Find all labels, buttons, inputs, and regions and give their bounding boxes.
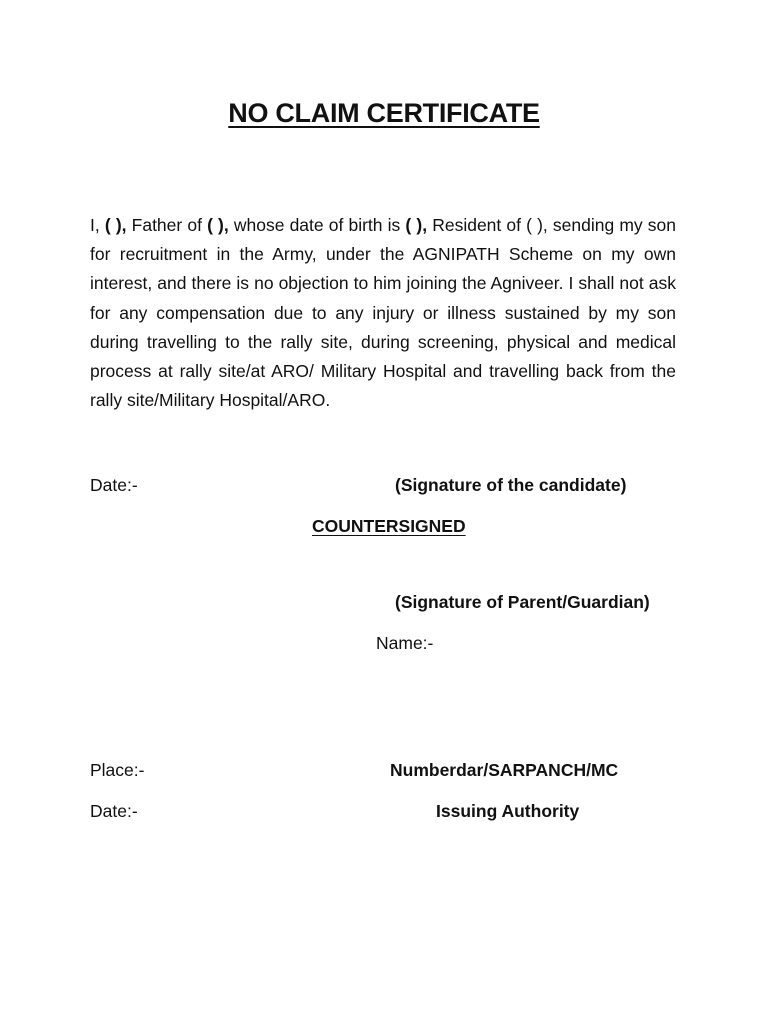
document-title: NO CLAIM CERTIFICATE bbox=[228, 98, 540, 128]
paragraph-blank-father: ( ), bbox=[104, 215, 127, 235]
authority-title: Numberdar/SARPANCH/MC bbox=[390, 760, 619, 780]
paragraph-text-2: Father of bbox=[126, 215, 208, 235]
paragraph-text-4: Resident of ( ), sending my son for recruitment in the Army, under the AGNIPATH Scheme on my own interest, and there is no objection to him joining the Agniveer. I shall not ask for any compensation due to any injury or illness sustained by my son during travelling to the rally site, during screening, physical and medical process at rally site/at ARO/ Military Hospital and travelling back from the rally site/Military Hospital/ARO. bbox=[90, 215, 676, 411]
place-label: Place:- bbox=[90, 760, 145, 780]
candidate-signature-label: (Signature of the candidate) bbox=[395, 475, 627, 495]
paragraph-blank-dob: ( ), bbox=[405, 215, 428, 235]
parent-signature-label: (Signature of Parent/Guardian) bbox=[395, 592, 650, 612]
authority-date-label: Date:- bbox=[90, 801, 138, 821]
paragraph-text-3: whose date of birth is bbox=[228, 215, 406, 235]
declaration-paragraph bbox=[90, 211, 676, 415]
paragraph-blank-son: ( ), bbox=[207, 215, 229, 235]
paragraph-text-1: I, bbox=[90, 215, 105, 235]
parent-name-label: Name:- bbox=[376, 633, 434, 653]
countersigned-heading: COUNTERSIGNED bbox=[312, 516, 466, 536]
issuing-authority-label: Issuing Authority bbox=[436, 801, 580, 821]
candidate-date-label: Date:- bbox=[90, 475, 138, 495]
